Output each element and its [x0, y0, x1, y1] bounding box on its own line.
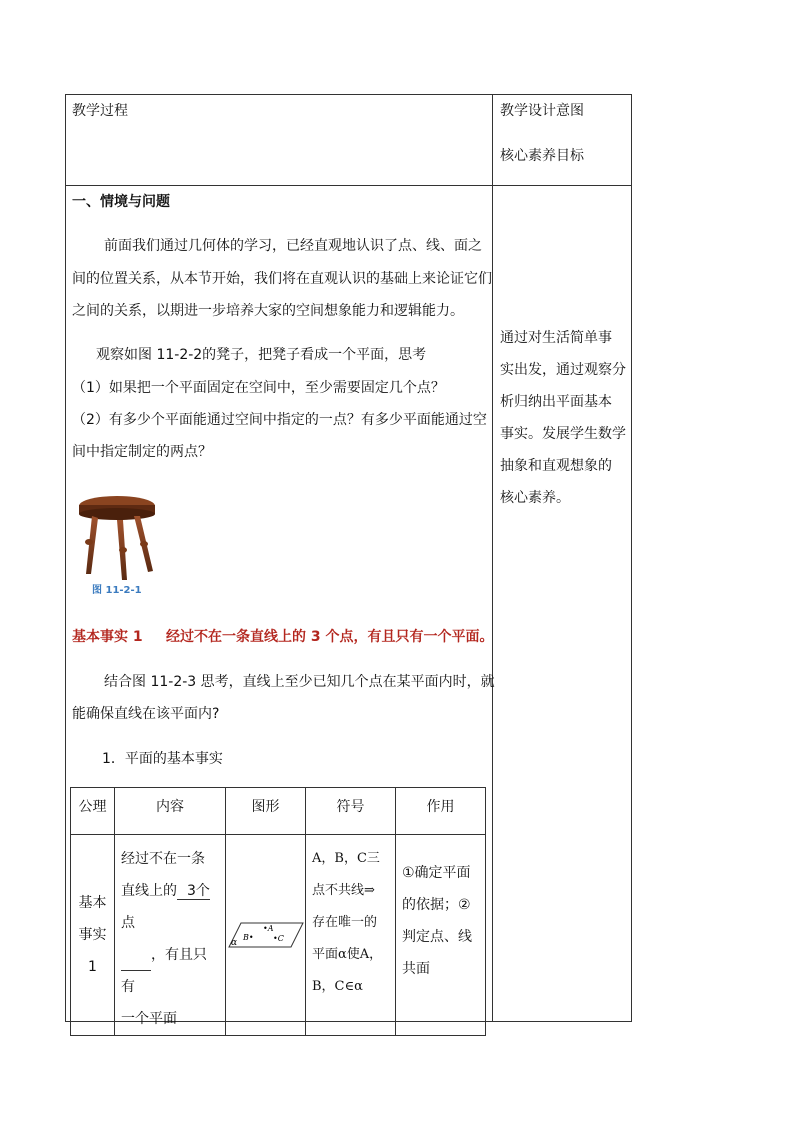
fact-text: 经过不在一条直线上的 3 个点，有且只有一个平面。 [166, 629, 494, 645]
th-content-label: 内容 [156, 799, 184, 815]
section-heading: 一、情境与问题 [72, 194, 170, 210]
question-2-line2: 间中指定制定的两点？ [72, 444, 212, 460]
effect-line: ①确定平面 [402, 865, 471, 881]
point-b-label: B• [242, 933, 254, 942]
effect-line: 判定点、线 [402, 929, 472, 945]
intent-line: 析归纳出平面基本 [500, 394, 612, 410]
intent-line: 事实。发展学生数学 [500, 426, 626, 442]
column-divider [492, 94, 493, 1022]
symbol-line: 平面α使A， [312, 947, 383, 962]
th-symbol [306, 788, 396, 835]
combine-line1: 结合图 11-2-3 思考，直线上至少已知几个点在某平面内时，就 [104, 674, 495, 690]
symbol-cell [306, 835, 396, 1036]
th-axiom [71, 788, 115, 835]
axiom-cell [71, 835, 115, 1036]
content-blank: 3个 [177, 883, 210, 900]
th-figure-label: 图形 [251, 799, 280, 815]
design-intent [500, 322, 628, 514]
content-cell [115, 835, 226, 1036]
axiom-line: 事实 [78, 927, 107, 943]
combine-line2: 能确保直线在该平面内? [72, 706, 220, 722]
symbol-line: A，B，C三 [312, 851, 380, 866]
content-line [121, 875, 219, 907]
fact-label: 基本事实 1 [72, 629, 143, 645]
th-effect-label: 作用 [426, 799, 455, 815]
th-axiom-label: 公理 [78, 799, 107, 815]
stool-image [72, 492, 162, 582]
content-text: ，有且只有 [121, 947, 207, 995]
content-line: 一个平面 [121, 1011, 177, 1027]
intent-line: 通过对生活简单事 [500, 330, 612, 346]
effect-line: 共面 [402, 961, 430, 977]
content-blank [121, 952, 151, 971]
symbol-line: B，C∈α [312, 979, 363, 994]
th-figure [226, 788, 306, 835]
intro-line1: 前面我们通过几何体的学习，已经直观地认识了点、线、面之 [104, 238, 482, 254]
content-line: 点 [121, 915, 135, 931]
effect-cell [396, 835, 486, 1036]
observe-text: 观察如图 11-2-2的凳子，把凳子看成一个平面，思考 [96, 347, 427, 363]
header-right-line2: 核心素养目标 [500, 148, 584, 164]
content-line: 经过不在一条 [121, 851, 205, 867]
question-1: （1）如果把一个平面固定在空间中，至少需要固定几个点？ [72, 380, 445, 396]
intent-line: 抽象和直观想象的 [500, 458, 612, 474]
th-content [115, 788, 226, 835]
figure-caption: 图 11-2-1 [92, 585, 142, 596]
header-left: 教学过程 [72, 103, 128, 119]
question-2-line1: （2）有多少个平面能通过空间中指定的一点？有多少平面能通过空 [72, 412, 487, 428]
axiom-line: 1 [88, 959, 97, 975]
content-text: 直线上的 [121, 883, 177, 899]
effect-line: 的依据；② [402, 897, 471, 913]
alpha-label: α [230, 938, 237, 948]
th-effect [396, 788, 486, 835]
point-c-label: •C [272, 934, 284, 943]
axiom-table [70, 787, 486, 1036]
header-right-line1: 教学设计意图 [500, 103, 584, 119]
intent-line: 核心素养。 [500, 490, 570, 506]
intro-line2: 间的位置关系，从本节开始，我们将在直观认识的基础上来论证它们 [72, 271, 492, 287]
point-a-label: •A [262, 924, 273, 933]
content-line [121, 939, 219, 1003]
intent-line: 实出发，通过观察分 [500, 362, 626, 378]
axiom-line: 基本 [78, 895, 107, 911]
sub-heading: 1．平面的基本事实 [102, 751, 223, 767]
symbol-line: 点不共线⇒ [312, 883, 375, 898]
intro-line3: 之间的关系，以期进一步培养大家的空间想象能力和逻辑能力。 [72, 303, 464, 319]
symbol-line: 存在唯一的 [312, 915, 378, 930]
header-divider [65, 185, 632, 186]
plane-figure [227, 915, 305, 955]
figure-cell [226, 835, 306, 1036]
th-symbol-label: 符号 [336, 799, 365, 815]
